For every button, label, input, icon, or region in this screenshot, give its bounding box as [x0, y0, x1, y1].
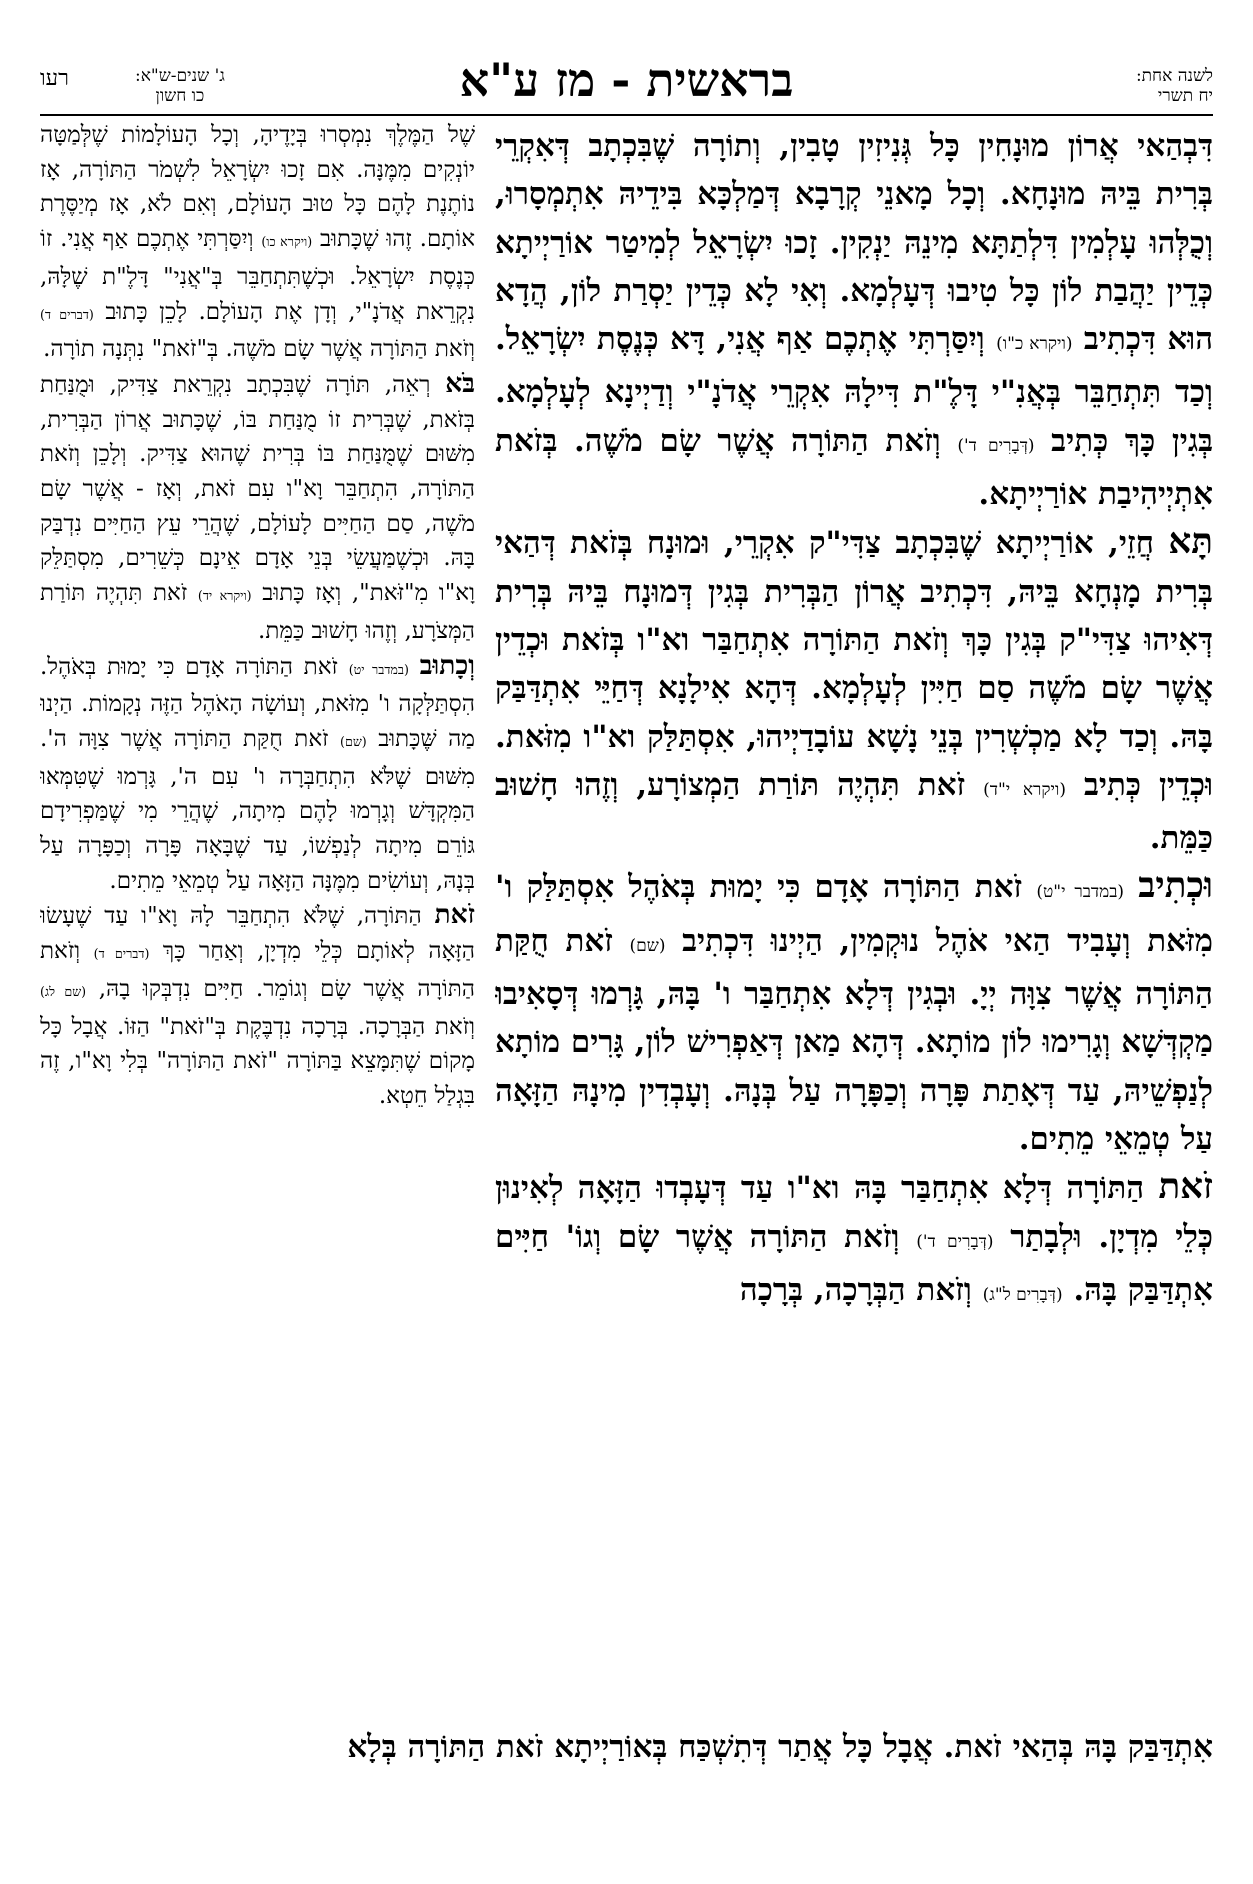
- main-text-column: [495, 122, 1213, 1722]
- translation-text: זֹאת הַתּוֹרָה אָדָם כִּי יָמוּת בְּאֹהֶל. הִסְתַּלְּקָה ו' מִזֹּאת, וְעוֹשָׂה הָאֹהֶל הַזֶּה נְקָמוֹת. הַיְנוּ מַה שֶּׁכָּתוּב: [40, 653, 475, 752]
- verse-reference: (ויקרא יד): [197, 588, 252, 604]
- main-paragraph-1: [495, 122, 1213, 518]
- main-text: חֲזֵי, אוֹרַיְיתָא שֶׁבִּכְתָב צַדִּי"ק אִקְרֵי, וּמוּנָח בְּזֹאת דְּהַאי בְּרִית מָנְחָא בֵּיהּ, דִּכְתִיב אֲרוֹן הַבְּרִית בְּגִין דְּמוּנָח בֵּיהּ בְּרִית דְּאִיהוּ צַדִּי"ק בְּגִין כָּךְ וְזֹאת הַתּוֹרָה אִתְחַבַּר וא"ו בְּזֹאת וּכְדֵין אֲשֶׁר שָׂם מֹשֶׁה סַם חַיִּין לְעָלְמָא. דְּהָא אִילָנָא דְּחַיֵּי אִתְדַּבַּק בָּהּ. וְכַד לָא מַכְשְׁרִין בְּנֵי נָשָׁא עוֹבָדַיְיהוּ, אִסְתַּלַּק וא"ו מִזֹּאת. וּכְדֵין כְּתִיב: [495, 525, 1213, 803]
- verse-reference: (דברים ד): [40, 306, 94, 322]
- translation-text: שֶׁל הַמֶּלֶךְ נִמְסְרוּ בְּיָדֶיהָ, וְכָל הָעוֹלָמוֹת שֶׁלְּמַטָּה יוֹנְקִים מִמֶּנָּה. אִם זָכוּ יִשְׂרָאֵל לִשְׁמֹר הַתּוֹרָה, אָז נוֹתֶנֶת לָהֶם כָּל טוּב הָעוֹלָם, וְאִם לֹא, אָז מְיַסֶּרֶת אוֹתָם. זֶהוּ שֶׁכָּתוּב: [40, 122, 475, 253]
- translation-text: זֹאת חֻקַּת הַתּוֹרָה אֲשֶׁר צִוָּה ה'. מִשּׁוּם שֶׁלֹּא הִתְחַבְּרָה ו' עִם ה', גָּרְמוּ שֶׁטִּמְּאוּ הַמִּקְדָּשׁ וְגָרְמוּ לָהֶם מִיתָה, שֶׁהֲרֵי מִי שֶׁמַּפְרִידָם גּוֹרֵם מִיתָה לְנַפְשׁוֹ, עַד שֶׁבָּאָה פָּרָה וְכַפָּרָה עַל בְּנָהּ, וְעוֹשִׂים מִמֶּנָּה הַזָּאָה עַל טְמֵאֵי מֵתִים.: [40, 725, 475, 894]
- full-width-bottom-line: אִתְדַּבַּק בָּהּ בְּהַאי זֹאת. אֲבָל כָּל אֲתַר דְּתִשְׁכַּח בְּאוֹרַיְיתָא זֹאת הַתּוֹרָה בְּלָא: [347, 1729, 1213, 1765]
- verse-reference: (דְּבָרִים ד'): [957, 435, 1035, 456]
- main-paragraph-3: [495, 862, 1213, 1163]
- schedule-one-year-label: לשנה אחת:: [1135, 66, 1213, 86]
- verse-reference: (שם): [629, 935, 666, 956]
- translation-paragraph-3: [40, 649, 475, 899]
- translation-text: וְזֹאת הַתּוֹרָה אֲשֶׁר שָׂם מֹשֶׁה. בְּ"זֹאת" נִתְּנָה תוֹרָה.: [43, 336, 475, 363]
- page-number: רעו: [40, 66, 69, 91]
- translation-text: זֹאת תִּהְיֶה תּוֹרַת הַמְּצֹרָע, וְזֶהוּ חָשׁוּב כַּמֵּת.: [40, 580, 475, 644]
- main-text: זֹאת הַתּוֹרָה אָדָם כִּי יָמוּת בְּאֹהֶל אִסְתַּלַּק ו' מִזֹּאת וְעָבִיד הַאי אֹהֶל נוּקְמִין, הַיְינוּ דִּכְתִיב: [495, 869, 1213, 959]
- translation-text: הַתּוֹרָה, שֶׁלֹּא הִתְחַבֵּר לָהּ וָא"ו עַד שֶׁעָשׂוּ הַזָּאָה לְאוֹתָם כְּלֵי מִדְיָן, וְאַחַר כָּךְ: [40, 903, 475, 965]
- translation-paragraph-2: [40, 367, 475, 649]
- verse-reference: (ויקרא י"ד): [983, 779, 1066, 800]
- translation-text: וְזֹאת הַתּוֹרָה אֲשֶׁר שָׂם וְגוֹמֵר. חַיִּים נִדְבְּקוּ בָהּ,: [40, 938, 475, 1002]
- schedule-one-year-date: יח תשרי: [1157, 86, 1213, 106]
- header-rule: [40, 114, 1213, 116]
- paragraph-lead-word: וְכָתוּב: [419, 649, 475, 681]
- main-paragraph-4: [495, 1163, 1213, 1319]
- translation-column: [40, 118, 475, 1722]
- page-title: בראשית - מז ע"א: [459, 53, 794, 107]
- verse-reference: (דְּבָרִים ד'): [916, 1231, 994, 1252]
- verse-reference: (ויקרא כ"ו): [996, 334, 1073, 355]
- paragraph-lead-word: תָּא: [1168, 521, 1213, 563]
- main-text: וְזֹאת הַבְּרָכָה, בְּרָכָה: [739, 1271, 972, 1308]
- translation-text: וְיִסַּרְתִּי אֶתְכֶם אַף אֲנִי. זוֹ כְּנֶסֶת יִשְׂרָאֵל. וּכְשֶׁתִּתְחַבֵּר בְּ"אֲנִי" דָּלֶ"ת שֶׁלָּהּ, נִקְרֵאת אֲדֹנָ"י, וְדָן אֶת הָעוֹלָם. לָכֵן כָּתוּב: [40, 226, 475, 325]
- verse-reference: (במדבר יט): [348, 661, 409, 677]
- verse-reference: (שם): [340, 733, 367, 749]
- paragraph-lead-word: בֹּא: [445, 367, 475, 399]
- verse-reference: (במדבר י"ט): [1036, 882, 1125, 903]
- main-text: זֹאת חֻקַּת הַתּוֹרָה אֲשֶׁר צִוָּה יְיָ. וּבְגִין דְּלָא אִתְחַבַּר ו' בָּהּ, גָּרְמוּ דְּסָאִיבוּ מַקְדְּשָׁא וְגָרִימוּ לוֹן מוֹתָא. דְּהָא מַאן דְּאַפְרִישׁ לוֹן, גָּרִים מוֹתָא לְנַפְשֵׁיהּ, עַד דְּאָתַת פָּרָה וְכַפָּרָה עַל בְּנָהּ. וְעָבְדִין מִינָהּ הַזָּאָה עַל טְמֵאֵי מֵתִים.: [495, 922, 1213, 1157]
- main-paragraph-2: [495, 518, 1213, 862]
- page-header: [40, 52, 1213, 112]
- paragraph-lead-word: זֹאת: [434, 899, 475, 931]
- main-text: וְזֹאת הַתּוֹרָה אֲשֶׁר שָׂם מֹשֶׁה. בְּזֹאת אִתְיְיהִיבַת אוֹרַיְיתָא.: [495, 422, 1213, 513]
- verse-reference: (שם לג): [40, 983, 87, 999]
- translation-paragraph-4: [40, 898, 475, 1113]
- schedule-three-years-date: כו חשון: [155, 86, 205, 106]
- verse-reference: (דברים ד): [93, 946, 150, 962]
- verse-reference: (דְּבָרִים ל"ג): [982, 1284, 1063, 1305]
- main-text: וְיִסַּרְתִּי אֶתְכֶם אַף אֲנִי, דָּא כְּנֶסֶת יִשְׂרָאֵל. וְכַד תִּתְחַבֵּר בְּאֲנִ"י דָּלֶ"ת דִּילָהּ אִקְרֵי אֲדֹנָ"י וְדַיְינָא לְעָלְמָא. בְּגִין כָּךְ כְּתִיב: [495, 321, 1213, 459]
- translation-text: וְזֹאת הַבְּרָכָה. בְּרָכָה נִדְבֶּקֶת בְּ"זֹאת" הַזּוֹ. אֲבָל כָּל מָקוֹם שֶׁתִּמָּצֵא בַּתּוֹרָה "זֹאת הַתּוֹרָה" בְּלִי וָא"ו, זֶה בִּגְלַל חֵטְא.: [40, 1013, 475, 1109]
- main-text: זֹאת תִּהְיֶה תּוֹרַת הַמְצוֹרָע, וְזֶהוּ חָשׁוּב כַּמֵּת.: [495, 766, 1213, 857]
- translation-paragraph-1: [40, 118, 475, 367]
- main-text: הַתּוֹרָה דְּלָא אִתְחַבַּר בָּהּ וא"ו עַד דְּעָבְדוּ הַזָּאָה לְאִינוּן כְּלֵי מִדְיָן. וּלְבָתַר: [495, 1170, 1213, 1255]
- paragraph-lead-word: זֹאת: [1158, 1166, 1213, 1208]
- main-text: וְזֹאת הַתּוֹרָה אֲשֶׁר שָׂם וְגוֹ' חַיִּים אִתְדַּבַּק בָּהּ.: [495, 1218, 1213, 1308]
- verse-reference: (ויקרא כו): [261, 234, 313, 250]
- schedule-three-years: [135, 66, 225, 106]
- paragraph-lead-word: וּכְתִיב: [1138, 865, 1213, 907]
- main-text: דִּבְהַאי אֲרוֹן מוּנָחִין כָּל גְּנִיזִין טָבִין, וְתוֹרָה שֶׁבִּכְתָב דְּאִקְרֵי בְּרִית בֵּיהּ מוּנָחָא. וְכָל מָאנֵי קְרָבָא דְּמַלְכָּא בִּידֵיהּ אִתְמְסָרוּ, וְכֻלְּהוּ עָלְמִין דִּלְתַתָּא מִינֵהּ יַנְקִין. זָכוּ יִשְׂרָאֵל לְמִיטַר אוֹרַיְיתָא כְּדֵין יַהֲבַת לוֹן כָּל טִיבוּ דְּעָלְמָא. וְאִי לָא כְּדֵין יַסְרַת לוֹן, הֲדָא הוּא דִּכְתִיב: [495, 128, 1213, 358]
- translation-text: רְאֵה, תּוֹרָה שֶׁבִּכְתָב נִקְרֵאת צַדִּיק, וּמֻנַּחַת בְּזֹאת, שֶׁבְּרִית זוֹ מֻנַּחַת בּוֹ, שֶׁכָּתוּב אֲרוֹן הַבְּרִית, מִשּׁוּם שֶׁמֻּנַּחַת בּוֹ בְּרִית שֶׁהוּא צַדִּיק. וְלָכֵן וְזֹאת הַתּוֹרָה, הִתְחַבֵּר וָא"ו עִם זֹאת, וְאָז - אֲשֶׁר שָׂם מֹשֶׁה, סַם הַחַיִּים לָעוֹלָם, שֶׁהֲרֵי עֵץ הַחַיִּים נִדְבַּק בָּהּ. וּכְשֶׁמַּעֲשֵׂי בְּנֵי אָדָם אֵינָם כְּשֵׁרִים, מִסְתַּלֵּק וָא"ו מִ"זֹּאת", וְאָז כָּתוּב: [40, 371, 475, 607]
- schedule-three-years-label: ג' שנים-ש"א:: [135, 66, 225, 86]
